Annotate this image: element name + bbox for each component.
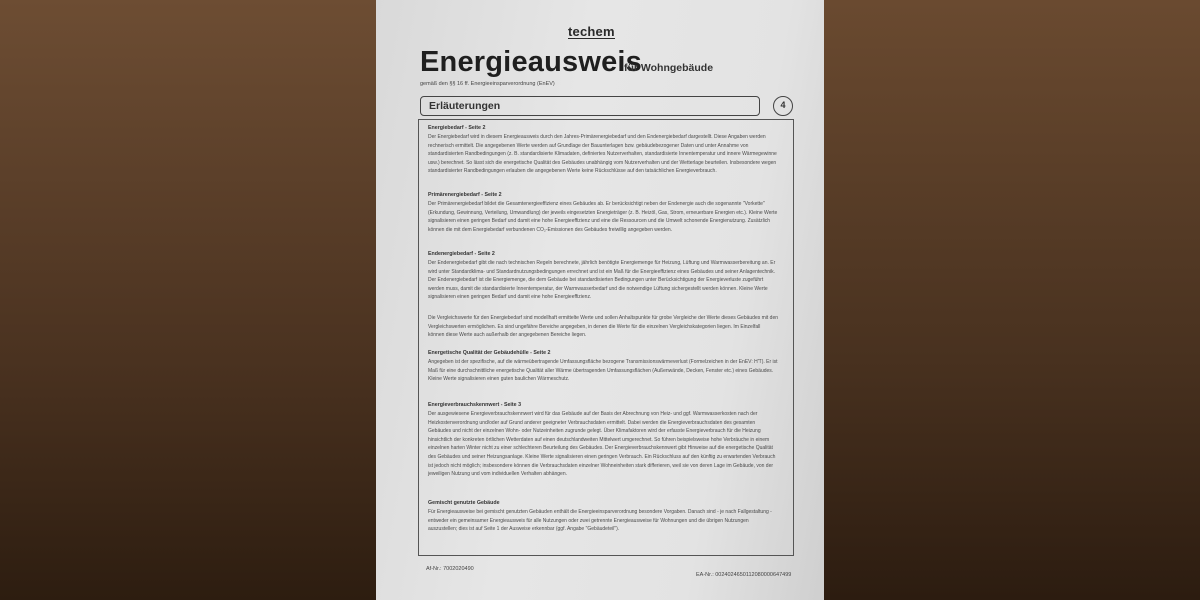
document-page bbox=[376, 0, 824, 600]
page-subtitle: für Wohngebäude bbox=[624, 62, 714, 74]
background-right bbox=[824, 0, 1200, 600]
ea-number: EA-Nr.: 0024024650112080000647499 bbox=[696, 572, 792, 578]
section-header bbox=[420, 96, 760, 116]
section-text: Der Endenergiebedarf gibt die nach technischen Regeln berechnete, jährlich benötigte Energiemenge für Heizung, Lüftung und Warmwasserbereitung an. Er wird unter Standardklima- und Standardnutzungsbedingungen errechnet und ist ein Maß für die Energieeffizienz eines Gebäudes und seiner Anlagentechnik. Der Endenergiebedarf ist die Energiemenge, die dem Gebäude bei standardisierten Bedingungen unter Berücksichtigung der Energieverluste zugeführt werden muss, damit die standardisierte Innentemperatur, der Warmwasserbedarf und die notwendige Lüftung sichergestellt werden können. Kleine Werte signalisieren einen geringen Bedarf und damit eine hohe Energieeffizienz. bbox=[428, 260, 776, 301]
section-primaerenergiebedarf bbox=[428, 192, 778, 234]
section-text: Der Primärenergiebedarf bildet die Gesamtenergieeffizienz eines Gebäudes ab. Er berücksichtigt neben der Endenergie auch die sogenannte "Vorkette" (Erkundung, Gewinnung, Verteilung, Umwandlung) der jeweils eingesetzten Energieträger (z. B. Heizöl, Gas, Strom, erneuerbare Energien etc.). Kleine Werte signalisieren einen geringen Bedarf und damit eine hohe Energieeffizienz und eine die Ressourcen und die Umwelt schonende Energienutzung. Zusätzlich können die mit dem Energiebedarf verbundenen CO₂-Emissionen des Gebäudes freiwillig angegeben werden. bbox=[428, 201, 778, 233]
section-gebaeudehuelle bbox=[428, 350, 778, 384]
background-left bbox=[0, 0, 376, 600]
page-title: Energieausweis bbox=[420, 46, 643, 78]
section-title: Erläuterungen bbox=[429, 100, 501, 112]
section-text: Für Energieausweise bei gemischt genutzten Gebäuden enthält die Energieeinsparverordnung besondere Vorgaben. Danach sind - je nach Fallgestaltung - entweder ein gemeinsamer Energieausweis für alle Nutzungen oder zwei getrennte Energieausweise für Wohnungen und die übrigen Nutzungen auszustellen; dies ist auf Seite 1 der Ausweise erkennbar (ggf. Angabe "Gebäudeteil"). bbox=[428, 509, 772, 533]
section-gemischt-genutzt bbox=[428, 500, 778, 534]
company-logo: techem bbox=[568, 24, 615, 39]
page-number: 4 bbox=[773, 96, 793, 116]
section-text: Angegeben ist der spezifische, auf die wärmeübertragende Umfassungsfläche bezogene Transmissionswärmeverlust (Formelzeichen in der EnEV: H'T). Er ist Maß für eine durchschnittliche energetische Qualität aller Wärme übertragenden Umfassungsflächen (Außenwände, Decken, Fenster etc.) eines Gebäudes. Kleine Werte signalisieren einen guten baulichen Wärmeschutz. bbox=[428, 359, 778, 383]
section-text: Die Vergleichswerte für den Energiebedarf sind modellhaft ermittelte Werte und sollen Anhaltspunkte für grobe Vergleiche der Werte dieses Gebäudes mit den Vergleichswerten ermöglichen. Es sind ungefähre Bereiche angegeben, in denen die Werte für die einzelnen Vergleichskategorien liegen. Im Einzelfall können diese Werte auch außerhalb der angegebenen Bereiche liegen. bbox=[428, 315, 779, 339]
regulation-note: gemäß den §§ 16 ff. Energieeinsparverordnung (EnEV) bbox=[420, 81, 555, 87]
section-heading: Endenergiebedarf - Seite 2 bbox=[428, 251, 495, 257]
section-vergleichswerte bbox=[428, 314, 778, 340]
section-text: Der ausgewiesene Energieverbrauchskennwert wird für das Gebäude auf der Basis der Abrechnung von Heiz- und ggf. Warmwasserkosten nach der Heizkostenverordnung und/oder auf Grund anderer geeigneter Verbrauchsdaten ermittelt. Dabei werden die Energieverbrauchsdaten des gesamten Gebäudes und nicht der einzelnen Wohn- oder Nutzeinheiten zugrunde gelegt. Über Klimafaktoren wird der erfasste Energieverbrauch für die Heizung hinsichtlich der konkreten örtlichen Wetterdaten auf einen deutschlandweiten Mittelwert umgerechnet. So führen beispielsweise hohe Verbräuche in einem einzelnen harten Winter nicht zu einer schlechteren Beurteilung des Gebäudes. Der Energieverbrauchskennwert gibt Hinweise auf die energetische Qualität des Gebäudes und seiner Heizungsanlage. Kleine Werte signalisieren einen geringen Verbrauch. Ein Rückschluss auf den künftig zu erwartenden Verbrauch ist jedoch nicht möglich; insbesondere können die Verbrauchsdaten einzelner Wohneinheiten stark differieren, weil sie von deren Lage im Gebäude, von der jeweiligen Nutzung und vom individuellen Verhalten abhängen. bbox=[428, 411, 776, 478]
section-text: Der Energiebedarf wird in diesem Energieausweis durch den Jahres-Primärenergiebedarf und den Endenergiebedarf dargestellt. Diese Angaben werden rechnerisch ermittelt. Die angegebenen Werte werden auf Grundlage der Bauunterlagen bzw. gebäudebezogener Daten und unter Annahme von standardisierten Randbedingungen (z. B. standardisierte Klimadaten, definiertes Nutzerverhalten, standardisierte Innentemperatur und innere Wärmegewinne usw.) berechnet. So lässt sich die energetische Qualität des Gebäudes unabhängig vom Nutzerverhalten und der Wetterlage beurteilen. Insbesondere wegen standardisierter Randbedingungen erlauben die angegebenen Werte keine Rückschlüsse auf den tatsächlichen Energieverbrauch. bbox=[428, 134, 777, 175]
section-heading: Primärenergiebedarf - Seite 2 bbox=[428, 192, 502, 198]
section-energiebedarf bbox=[428, 125, 778, 176]
section-heading: Energetische Qualität der Gebäudehülle - Seite 2 bbox=[428, 350, 551, 356]
section-heading: Gemischt genutzte Gebäude bbox=[428, 500, 500, 506]
section-heading: Energiebedarf - Seite 2 bbox=[428, 125, 486, 131]
section-energieverbrauchskennwert bbox=[428, 402, 778, 479]
af-number: Af-Nr.: 7002020490 bbox=[426, 566, 474, 572]
section-endenergiebedarf bbox=[428, 251, 778, 302]
explanations-box bbox=[418, 119, 794, 556]
section-heading: Energieverbrauchskennwert - Seite 3 bbox=[428, 402, 522, 408]
